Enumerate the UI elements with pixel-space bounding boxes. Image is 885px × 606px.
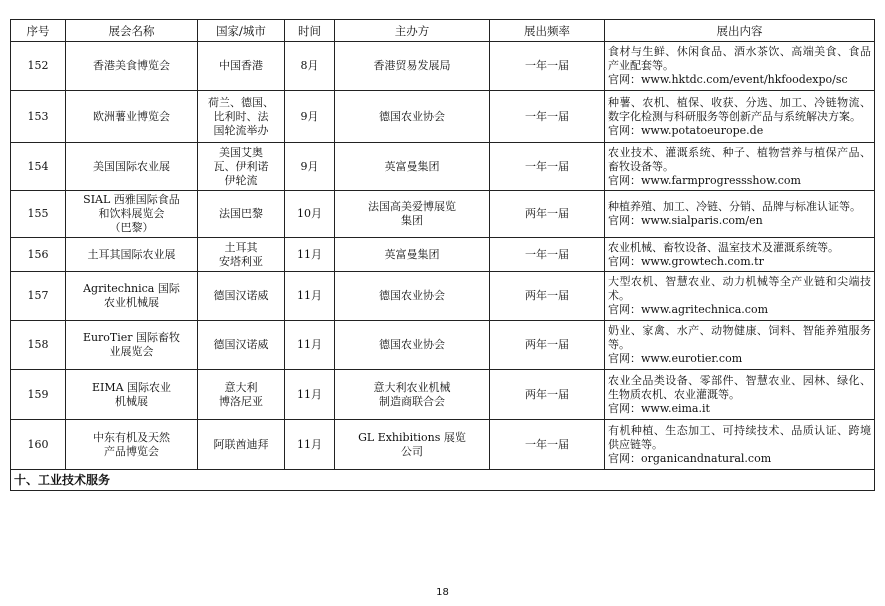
cell-organizer-line: 香港贸易发展局	[373, 59, 451, 72]
cell-content-line: 官网：www.farmprogressshow.com	[608, 173, 801, 187]
cell-organizer	[335, 91, 490, 143]
cell-time: 11月	[285, 272, 335, 321]
cell-content	[605, 143, 875, 191]
cell-content-line: 官网：www.eima.it	[608, 401, 710, 415]
cell-content-line: 食材与生鲜、休闲食品、酒水茶饮、高端美食、食品产业配套等。	[608, 45, 871, 72]
cell-content-line: 农业技术、灌溉系统、种子、植物营养与植保产品、畜牧设备等。	[608, 145, 871, 173]
cell-frequency: 两年一届	[490, 321, 605, 370]
cell-city	[198, 91, 285, 143]
cell-frequency: 一年一届	[490, 143, 605, 191]
cell-content	[605, 370, 875, 420]
cell-organizer-line: 英富曼集团	[384, 159, 440, 173]
cell-expo-name	[66, 191, 198, 238]
cell-city	[198, 238, 285, 272]
cell-organizer-line: 英富曼集团	[384, 247, 440, 261]
cell-time: 11月	[285, 420, 335, 470]
cell-expo-name-line: 美国国际农业展	[93, 159, 170, 173]
cell-content-line: 奶业、家禽、水产、动物健康、饲料、智能养殖服务等。	[608, 324, 871, 351]
header-no: 序号	[11, 20, 66, 42]
cell-organizer-line: 德国农业协会	[379, 289, 445, 302]
cell-organizer	[335, 420, 490, 470]
cell-organizer	[335, 321, 490, 370]
expo-table	[10, 19, 875, 491]
cell-organizer	[335, 370, 490, 420]
cell-expo-name-line: EIMA 国际农业	[91, 380, 172, 394]
cell-expo-name-line: 产品博览会	[104, 444, 159, 458]
cell-expo-name-line: 中东有机及天然	[93, 430, 170, 444]
table-row	[11, 91, 875, 143]
cell-city-line: 土耳其	[224, 240, 258, 254]
cell-city-line: 伊轮流	[224, 173, 258, 187]
cell-organizer	[335, 143, 490, 191]
cell-city-line: 美国艾奥	[219, 145, 263, 159]
cell-content	[605, 238, 875, 272]
header-row	[11, 20, 875, 42]
cell-city-line: 德国汉诺威	[213, 338, 269, 351]
cell-content	[605, 191, 875, 238]
table-row	[11, 420, 875, 470]
cell-no: 153	[11, 91, 66, 143]
cell-content-line: 大型农机、智慧农业、动力机械等全产业链和尖端技术。	[608, 275, 871, 302]
cell-time: 11月	[285, 321, 335, 370]
cell-city-line: 荷兰、德国、	[208, 95, 274, 109]
cell-city-line: 比利时、法	[213, 109, 269, 123]
cell-time: 9月	[285, 143, 335, 191]
cell-expo-name	[66, 370, 198, 420]
cell-expo-name	[66, 42, 198, 91]
cell-content	[605, 42, 875, 91]
cell-expo-name-line: 香港美食博览会	[93, 59, 170, 72]
cell-time: 10月	[285, 191, 335, 238]
table-row	[11, 321, 875, 370]
cell-frequency: 一年一届	[490, 42, 605, 91]
cell-frequency: 两年一届	[490, 370, 605, 420]
cell-expo-name-line: Agritechnica 国际	[83, 282, 180, 295]
cell-city-line: 意大利	[224, 380, 258, 394]
cell-frequency: 两年一届	[490, 191, 605, 238]
cell-content-line: 官网：www.agritechnica.com	[608, 303, 769, 316]
cell-content-line: 官网：organicandnatural.com	[608, 451, 772, 465]
cell-city-line: 法国巴黎	[219, 207, 263, 220]
cell-time: 9月	[285, 91, 335, 143]
cell-content	[605, 91, 875, 143]
cell-expo-name	[66, 272, 198, 321]
cell-expo-name	[66, 238, 198, 272]
cell-expo-name-line: 机械展	[115, 394, 148, 408]
cell-organizer-line: 意大利农业机械	[373, 380, 451, 394]
cell-organizer	[335, 238, 490, 272]
cell-no: 156	[11, 238, 66, 272]
cell-city	[198, 143, 285, 191]
table-row	[11, 42, 875, 91]
table-row	[11, 238, 875, 272]
cell-content-line: 官网：www.sialparis.com/en	[608, 214, 763, 227]
cell-no: 159	[11, 370, 66, 420]
cell-expo-name-line: 欧洲薯业博览会	[93, 109, 170, 123]
cell-organizer-line: 德国农业协会	[379, 338, 445, 351]
header-frequency: 展出频率	[490, 20, 605, 42]
cell-city-line: 中国香港	[219, 59, 263, 72]
cell-city-line: 博洛尼亚	[219, 394, 263, 408]
cell-organizer-line: 德国农业协会	[379, 109, 445, 123]
cell-content-line: 种薯、农机、植保、收获、分选、加工、冷链物流、数字化检测与科研服务等创新产品与系统解决方案。	[608, 95, 871, 123]
cell-no: 160	[11, 420, 66, 470]
table-row	[11, 370, 875, 420]
cell-expo-name-line: 业展览会	[109, 345, 154, 358]
cell-no: 157	[11, 272, 66, 321]
cell-expo-name	[66, 321, 198, 370]
cell-organizer-line: 公司	[401, 444, 423, 458]
cell-frequency: 一年一届	[490, 91, 605, 143]
cell-organizer	[335, 272, 490, 321]
cell-organizer-line: 法国高美爱博展览	[368, 200, 456, 213]
cell-content-line: 官网：www.growtech.com.tr	[608, 254, 764, 268]
cell-content	[605, 321, 875, 370]
cell-content	[605, 420, 875, 470]
table-row	[11, 191, 875, 238]
cell-city-line: 德国汉诺威	[213, 289, 269, 302]
cell-no: 152	[11, 42, 66, 91]
cell-expo-name-line: 农业机械展	[104, 296, 159, 309]
cell-expo-name-line: EuroTier 国际畜牧	[82, 331, 181, 344]
cell-expo-name-line: 土耳其国际农业展	[87, 247, 176, 261]
section-title: 十、工业技术服务	[11, 470, 875, 491]
cell-city	[198, 420, 285, 470]
cell-no: 154	[11, 143, 66, 191]
cell-content-line: 官网：www.eurotier.com	[608, 352, 743, 365]
cell-city	[198, 321, 285, 370]
cell-content-line: 农业全品类设备、零部件、智慧农业、园林、绿化、生物质农机、农业灌溉等。	[608, 373, 871, 401]
cell-organizer-line: GL Exhibitions 展览	[358, 430, 466, 444]
cell-content-line: 官网：www.potatoeurope.de	[608, 123, 764, 137]
page-number: 18	[436, 587, 449, 598]
cell-frequency: 两年一届	[490, 272, 605, 321]
cell-city	[198, 370, 285, 420]
cell-content-line: 有机种植、生态加工、可持续技术、品质认证、跨境供应链等。	[608, 423, 871, 451]
cell-frequency: 一年一届	[490, 238, 605, 272]
cell-expo-name-line: 和饮料展览会	[98, 207, 165, 220]
cell-no: 158	[11, 321, 66, 370]
cell-content-line: 种植养殖、加工、冷链、分销、品牌与标准认证等。	[608, 200, 861, 213]
cell-expo-name	[66, 420, 198, 470]
table-row	[11, 272, 875, 321]
header-content: 展出内容	[605, 20, 875, 42]
header-name: 展会名称	[66, 20, 198, 42]
cell-expo-name	[66, 143, 198, 191]
header-city: 国家/城市	[198, 20, 285, 42]
cell-organizer	[335, 191, 490, 238]
cell-no: 155	[11, 191, 66, 238]
cell-frequency: 一年一届	[490, 420, 605, 470]
section-row	[11, 470, 875, 491]
cell-expo-name-line: SIAL 西雅国际食品	[83, 193, 180, 206]
cell-time: 11月	[285, 370, 335, 420]
cell-city	[198, 191, 285, 238]
cell-expo-name-line: （巴黎）	[109, 221, 154, 234]
table-row	[11, 143, 875, 191]
cell-organizer-line: 制造商联合会	[379, 394, 445, 408]
cell-expo-name	[66, 91, 198, 143]
cell-organizer	[335, 42, 490, 91]
cell-time: 8月	[285, 42, 335, 91]
cell-time: 11月	[285, 238, 335, 272]
cell-city-line: 阿联酋迪拜	[213, 437, 269, 451]
cell-city	[198, 42, 285, 91]
cell-content-line: 官网：www.hktdc.com/event/hkfoodexpo/sc	[608, 73, 848, 86]
cell-city	[198, 272, 285, 321]
cell-organizer-line: 集团	[401, 214, 423, 227]
header-time: 时间	[285, 20, 335, 42]
cell-content-line: 农业机械、畜牧设备、温室技术及灌溉系统等。	[608, 240, 839, 254]
cell-city-line: 安塔利亚	[219, 254, 263, 268]
cell-city-line: 国轮流举办	[213, 123, 269, 137]
header-organizer: 主办方	[335, 20, 490, 42]
cell-content	[605, 272, 875, 321]
cell-city-line: 瓦、伊利诺	[213, 159, 269, 173]
